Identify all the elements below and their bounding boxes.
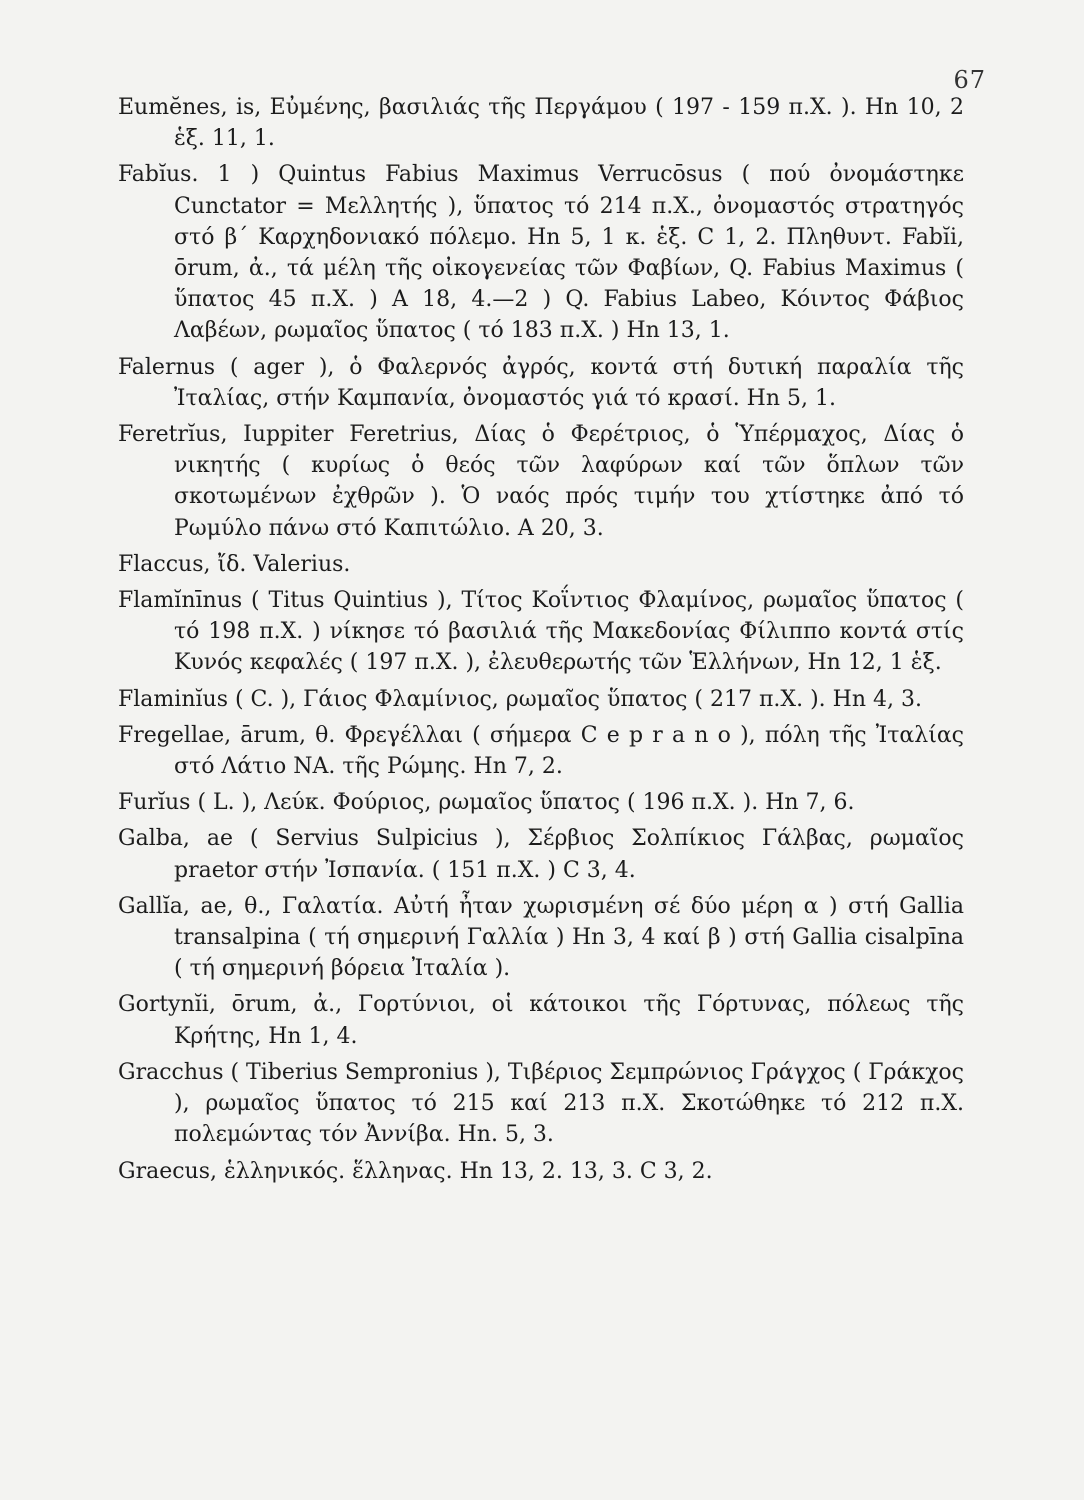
entry-flamininus: Flamĭnīnus ( Titus Quintius ), Τίτος Κοΐντιος Φλαμίνος, ρωμαῖος ὕπατος ( τό 198 π.Χ. ) νίκησε τό βασιλιά τῆς Μακεδονίας Φίλιππο κοντά στίς Κυνός κεφαλές ( 197 π.Χ. ), ἐλευθερωτής τῶν Ἑλλήνων, Hn 12, 1 ἑξ. (118, 588, 964, 676)
entry-gortynii: Gortynĭi, ōrum, ἀ., Γορτύνιοι, οἱ κάτοικοι τῆς Γόρτυνας, πόλεως τῆς Κρήτης, Hn 1, 4. (118, 992, 964, 1049)
entry-gracchus: Gracchus ( Tiberius Sempronius ), Τιβέριος Σεμπρώνιος Γράγχος ( Γράκχος ), ρωμαῖος ὕπατος τό 215 καί 213 π.Χ. Σκοτώθηκε τό 212 π.Χ. πολεμώντας τόν Ἀννίβα. Hn. 5, 3. (118, 1059, 964, 1148)
entry-feretrius: Feretrĭus, Iuppiter Feretrius, Δίας ὁ Φερέτριος, ὁ Ὑπέρμαχος, Δίας ὁ νικητής ( κυρίως ὁ θεός τῶν λαφύρων καί τῶν ὅπλων τῶν σκοτωμένων ἐχθρῶν ). Ὁ ναός πρός τιμήν του χτίστηκε ἀπό τό Ρωμύλο πάνω στό Καπιτώλιο. A 20, 3. (118, 422, 964, 541)
entry-eumenes: Eumĕnes, is, Εὐμένης, βασιλιάς τῆς Περγάμου ( 197 - 159 π.Χ. ). Hn 10, 2 ἑξ. 11, 1. (118, 95, 964, 152)
entry-furius: Furĭus ( L. ), Λεύκ. Φούριος, ρωμαῖος ὕπατος ( 196 π.Χ. ). Hn 7, 6. (118, 790, 855, 816)
page-number: 67 (953, 66, 986, 94)
dictionary-entries (118, 92, 964, 1192)
entry-flaccus: Flaccus, ἴδ. Valerius. (118, 551, 351, 577)
entry-fregellae: Fregellae, ārum, θ. Φρεγέλλαι ( σήμερα C e p r a n o ), πόλη τῆς Ἰταλίας στό Λάτιο ΝΑ. τῆς Ρώμης. Hn 7, 2. (118, 722, 964, 780)
entry-galba: Galba, ae ( Servius Sulpicius ), Σέρβιος Σολπίκιος Γάλβας, ρωμαῖος praetor στήν Ἰσπανία. ( 151 π.Χ. ) C 3, 4. (118, 826, 964, 883)
entry-flaminius: Flaminĭus ( C. ), Γάιος Φλαμίνιος, ρωμαῖος ὕπατος ( 217 π.Χ. ). Hn 4, 3. (118, 686, 922, 712)
entry-gallia: Gallĭa, ae, θ., Γαλατία. Αὐτή ἦταν χωρισμένη σέ δύο μέρη α ) στή Gallia transalpina ( τή σημερινή Γαλλία ) Hn 3, 4 καί β ) στή Gallia cisalpīna ( τή σημερινή βόρεια Ἰταλία ). (118, 893, 964, 982)
entry-fabius: Fabĭus. 1 ) Quintus Fabius Maximus Verrucōsus ( πού ὀνομάστηκε Cunctator = Μελλητής ), ὕπατος τό 214 π.Χ., ὀνομαστός στρατηγός στό β΄ Καρχηδονιακό πόλεμο. Hn 5, 1 κ. ἑξ. C 1, 2. Πληθυντ. Fabĭi, ōrum, ἀ., τά μέλη τῆς οἰκογενείας τῶν Φαβίων, Q. Fabius Maximus ( ὕπατος 45 π.Χ. ) A 18, 4.—2 ) Q. Fabius Labeo, Κόιντος Φάβιος Λαβέων, ρωμαῖος ὕπατος ( τό 183 π.Χ. ) Hn 13, 1. (118, 162, 964, 344)
entry-falernus: Falernus ( ager ), ὁ Φαλερνός ἀγρός, κοντά στή δυτική παραλία τῆς Ἰταλίας, στήν Καμπανία, ὀνομαστός γιά τό κρασί. Hn 5, 1. (118, 354, 964, 411)
entry-graecus: Graecus, ἑλληνικός. ἕλληνας. Hn 13, 2. 13, 3. C 3, 2. (118, 1158, 713, 1184)
